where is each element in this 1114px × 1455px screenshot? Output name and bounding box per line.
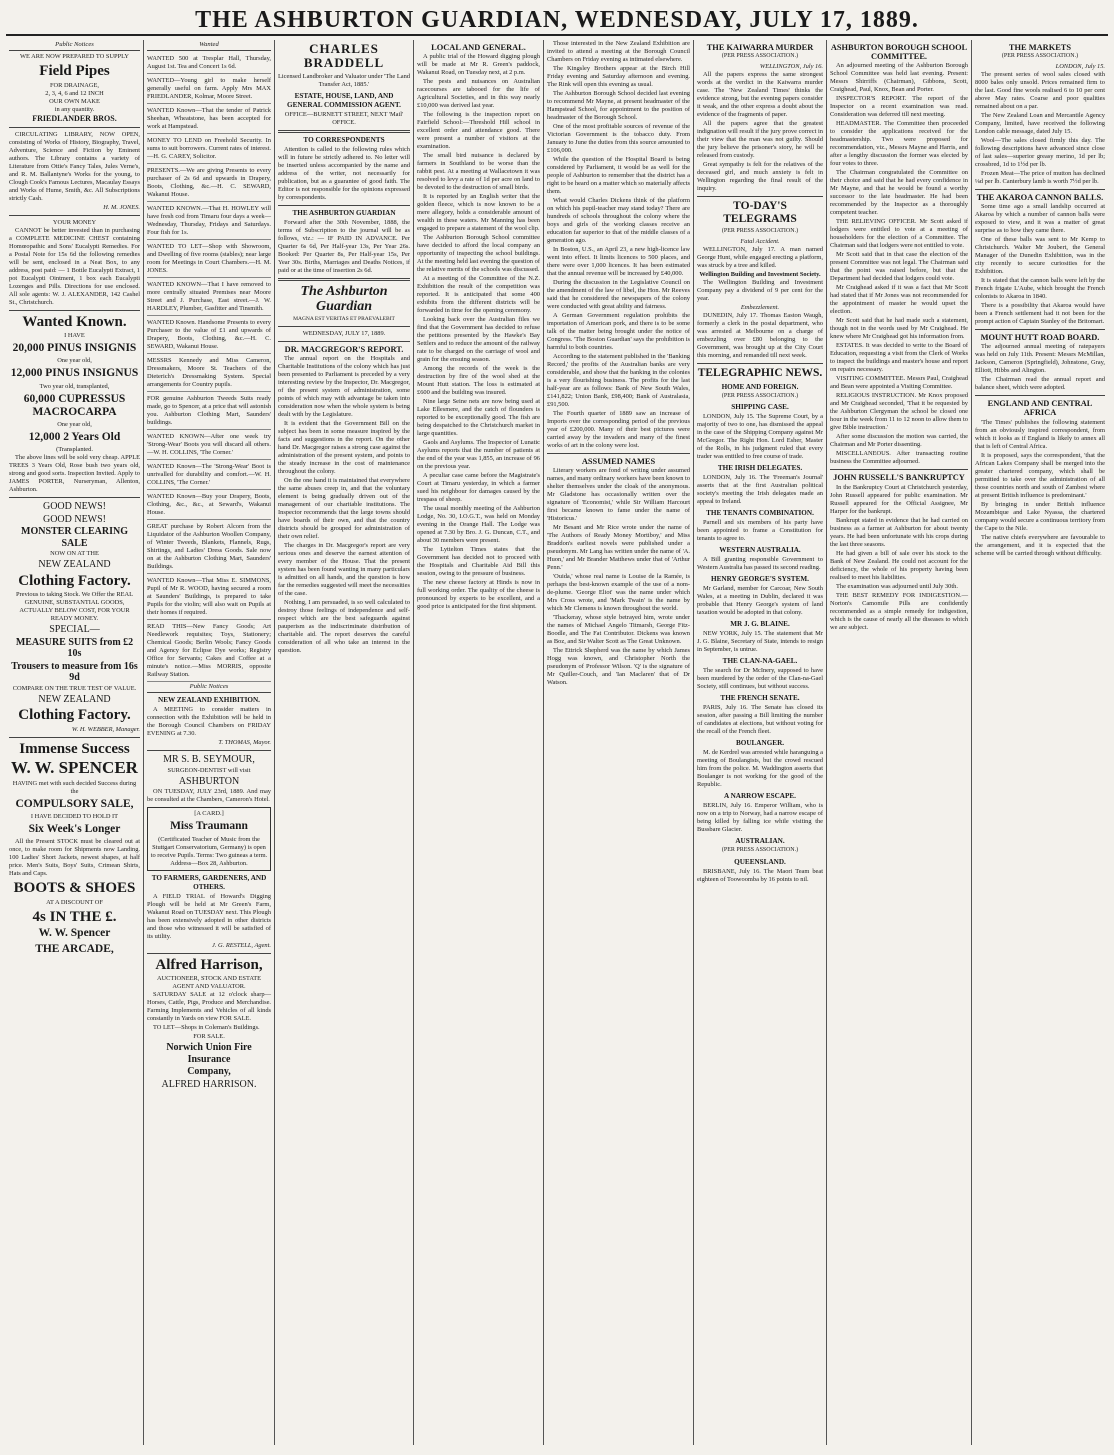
article-paragraph: One of these balls was sent to Mr Kemp to Christchurch. Walter Mr Joubert, the General Manager of the Dunedin Exhibition, was in the city recently to secure curiosities for the Exhibition. [975,235,1105,275]
article-paragraph: The Lyttelton Times states that the Government has decided not to proceed with the Hospitals and Charitable Aid Bill this session, owing to the pressure of business. [417,546,540,578]
ad-line: [A CARD.] [194,810,224,818]
ad-line: OUR OWN MAKE [49,97,100,105]
ad-signature: T. THOMAS, Mayor. [218,739,271,747]
article-paragraph: BRISBANE, July 16. The Maori Team beat eighteen of Toowoomba by 16 points to nil. [697,867,823,883]
notice-text: Forward after the 30th November, 1888, the terms of Subscription to the journal will be as follows, viz.: — IF PAID IN ADVANCE. Per Quarter 6s 6d, Per Half-year 13s, Per Year 26s. Booked: Per Quarter 8s, Per Half-year 15s, Per Year 30s. Births, Marriages and Deaths Notices, if paid or at the time of insertion 2s 6d. [278,218,410,274]
classified-ad [147,53,271,74]
article-paragraph: Bankrupt stated in evidence that he had carried on business as a farmer at Ashburton for about twenty years. He had been unfortunate with his crops during the last three seasons. [830,516,968,548]
divider [278,205,410,206]
column-1 [6,40,144,1445]
classified-ad [147,317,271,354]
ad-line: GOOD NEWS! [42,501,107,513]
article-title: THE AKAROA CANNON BALLS. [976,192,1104,202]
article-paragraph: According to the statement published in the 'Banking Record,' the profits of the Australian banks are very considerable, and show that the banking in the colonies is a very flourishing business. The profits for the last half-year are as follows: Bank of New South Wales, £141,822; Union Bank, £98,400; Bank of Australasia, £91,500. [547,353,690,408]
ad-intro: WE ARE NOW PREPARED TO SUPPLY [19,53,130,61]
article-subtitle: (PER PRESS ASSOCIATION.) [721,53,799,60]
ad-text: WANTED Known—The 'Strong-Wear' Boot is unrivalled for durability and comfort.—W. H. COLLINS, 'The Corner.' [147,463,271,487]
article-paragraph: By bringing in under British influence Mozambique and Lake Nyassa, the chartered company would secure a continuous territory from the Cape to the Nile. [975,500,1105,532]
ad-line: OFFICE—BURNETT STREET, NEXT 'Mail' OFFICE. [284,110,404,126]
ad-text: WANTED Known—Buy your Drapery, Boots, Clothing, &c., &c., at Seward's, Wakanui House. [147,493,271,517]
notice-text: Attention is called to the following rules which will in future be strictly adhered to. No letter will be inserted unless accompanied by the name and address of the writer, not necessarily for publication, but as a guarantee of good faith. The Editor is not responsible for the opinions expressed by correspondents. [278,145,410,201]
article-paragraph: It is evident that the Government Bill on the subject has been in some measure inspired by the facts and suggestions in the report. On the other hand Dr. Macgregor raises a strong case against the administration of the present system, and points to the steady increase in the cost of maintenance throughout the colony. [278,420,410,476]
article-paragraph: DUNEDIN, July 17. Thomas Easton Waugh, formerly a clerk in the postal department, who was arrested at Melbourne on a charge of embezzling over £80 belonging to the Government, was brought up at the City Court this morning, and remanded till next week. [697,311,823,359]
notice-heading: THE ASHBURTON GUARDIAN [292,208,396,217]
dateline: WELLINGTON, July 16. [759,62,823,70]
column-7 [827,40,972,1445]
divider [975,189,1105,190]
article-paragraph: The usual monthly meeting of the Ashburton Lodge, No. 30, I.O.G.T., was held on Monday evening in the Orange Hall. The Lodge was opened at 7.30 by Bro. J. G. Duncan, C.T., and about 30 members were present. [417,505,540,545]
classified-ad [147,621,271,682]
divider [547,453,690,454]
item-heading: HENRY GEORGE'S SYSTEM. [711,575,809,584]
ad-line: (Transplanted. [56,446,93,454]
column-4 [414,40,544,1445]
ad-line: Two year old, transplanted, [39,382,110,390]
article-paragraph: Gaols and Asylums. The Inspector of Lunatic Asylums reports that the number of patients at the end of the year was 1,855, an increase of 96 on the previous year. [417,439,540,471]
article-paragraph: Mr Scott said that he had made such a statement, though not in the words used by Mr Craighead. He knew where Mr Craighead got his information from. [830,317,968,341]
article-paragraph: After some discussion the motion was carried, the Chairman and Mr Porter dissenting. [830,433,968,449]
article-title: DR. MACGREGOR'S REPORT. [284,345,404,355]
ad-line: COMPARE ON THE TRUE TEST OF VALUE. [12,684,137,692]
divider [278,326,410,327]
item-heading: SHIPPING CASE. [731,403,789,412]
article-subtitle: (PER PRESS ASSOCIATION.) [721,392,799,399]
dateline: LONDON, July 15. [1055,62,1105,70]
article-paragraph: Parnell and six members of his party have been appointed to frame a Constitution for tenants to agree to. [697,519,823,543]
article-title: MOUNT HUTT ROAD BOARD. [980,332,1100,342]
article-paragraph: Looking back over the Australian files we find that the Government has decided to refuse the petitions presented by the Hawke's Bay Settlers and to reduce the amount of the railway rate to be charged on the carriage of wool and grain for the ensuing season. [417,316,540,364]
masthead-title: THE ASHBURTON GUARDIAN, WEDNESDAY, JULY 17, 1889. [195,6,919,33]
classified-ad [147,75,271,104]
ad-line: AT A DISCOUNT OF [46,898,103,906]
article-title: TELEGRAPHIC NEWS. [697,366,823,379]
ad-text: WANTED 500 at Tresplar Hall, Thursday, August 1st. Tea and Concert 1s 6d. [147,55,271,71]
article-paragraph: The Chairman congratulated the Committee on their choice and said that he had every confidence in Mr Mayne, and that he would be found a worthy successor to the late headmaster. He had been recommended by the Inspector as a thoroughly competent teacher. [830,169,968,217]
article-paragraph: A German Government regulation prohibits the importation of American pork, and there is to be some talk of the matter being brought under the notice of Congress. 'The Boston Guardian' says the prohibition is harmful to both countries. [547,312,690,351]
article-paragraph: NEW YORK, July 15. The statement that Mr J. G. Blaine, Secretary of State, intends to resign in September, is untrue. [697,630,823,654]
classified-ad [147,355,271,392]
article-paragraph: The New Zealand Loan and Mercantile Agency Company, limited, have received the following London cable message, dated July 15. [975,111,1105,135]
ad-text: ON TUESDAY, JULY 23rd, 1889. And may be consulted at the Chambers, Cameron's Hotel. [147,788,271,804]
ad-text: SATURDAY SALE at 12 o'clock sharp—Horses, Cattle, Pigs, Produce and Merchandise. Farming Implements and Vehicles of all kinds constantly in Yards on view FOR SALE. [147,991,271,1023]
article-paragraph: LONDON, July 15. The Supreme Court, by a majority of two to one, has dismissed the appeal in the case of the Shipping Company against Mr McGregor. The Right Hon. Lord Esher, Master of the Rolls, in his judgment ruled that every trader was entitled to free course of trade. [697,413,823,461]
article-paragraph: LONDON, July 16. The 'Freeman's Journal' asserts that at the first Australian political society's meeting the Irish delegates made an appeal to Ireland. [697,474,823,506]
ad-line: NOW ON AT THE [50,550,99,558]
ad-line: 20,000 PINUS INSIGNIS [12,342,137,355]
columns [6,40,1108,1445]
article-paragraph: The charges in Dr. Macgregor's report are very serious ones and deserve the earnest attention of every member of the House. That the present system has been found wanting in many particulars is admitted on all hands, and the question is how far the remedies suggested will meet the necessities of the case. [278,542,410,598]
divider [975,395,1105,396]
ad-text: WANTED Known—That the tender of Patrick Sheehan, Wheatstone, has been accepted for work at Hampstead. [147,107,271,131]
section-label: Wanted [147,41,271,51]
article-paragraph: Among the records of the week is the destruction by fire of the wool shed at the Mount Hutt station. The loss is estimated at £600 and the building was insured. [417,365,540,397]
divider [278,130,410,133]
ad-heading: Field Pipes [39,63,110,80]
ad-text: CIRCULATING LIBRARY, NOW OPEN, consisting of Works of History, Biography, Travel, Adventure, Science and Fiction by Eminent authors. The Library contains a variety of Literature from Ottie's Fancy Tales, Jules Verne's, and R. M. Ballantyne's Works for the young, to Clough Cook's Famous Lectures, Macaulay Essays and Works of Hume, Smith, &c. All Subscriptions strictly Cash. [9,130,140,202]
ad-text: FOR genuine Ashburton Tweeds Suits ready made, go to Spencer, at a price that will astonish you. Ashburton Clothing Mart, Saunders' buildings. [147,395,271,427]
ad-line: 12,000 2 Years Old [28,431,121,444]
ad-line: ESTATE, HOUSE, LAND, AND GENERAL COMMISSION AGENT. [287,91,401,109]
article-title: ENGLAND AND CENTRAL AFRICA [987,399,1093,418]
section-label: Public Notices [9,41,140,51]
item-heading: Fatal Accident. [740,237,780,245]
divider [830,469,968,470]
ad-line: NEW ZEALAND [38,693,111,705]
ad-heading: Clothing Factory. [18,572,131,589]
item-heading: THE TENANTS COMBINATION. [706,509,814,518]
article-paragraph: He had given a bill of sale over his stock to the Bank of New Zealand. He could not account for the deficiency, the whole of his property having been realised to meet his liabilities. [830,549,968,581]
ad-text: WANTED KNOWN—After one week try 'Strong-Wear' Boots you will discard all others.—W. H. COLLINS, 'The Corner.' [147,433,271,457]
classified-ad [147,279,271,316]
article-paragraph: A Bill granting responsible Government to Western Australia has passed its second reading. [697,556,823,572]
column-8 [972,40,1108,1445]
article-paragraph: The Ettrick Shepherd was the name by which James Hogg was known, and Christopher North the pseudonym of Professor Wilson. 'Q' is the signature of Mr Quiller-Couch, and 'Ian Maclaren' that of Dr Watson. [547,647,690,687]
article-paragraph: On the one hand it is maintained that everywhere the same abuses creep in, and that the voluntary element is being gradually driven out of the management of our charitable institutions. The Inspector recommends that the large towns should have boards of their own, and that the country districts should be grouped for administration of their own relief. [278,477,410,541]
ad-line: 12,000 PINUS INSIGNUS [10,367,139,380]
item-heading: Embezzlement. [740,303,780,311]
ad-heading: 4s IN THE £. [32,908,117,925]
item-heading: QUEENSLAND. [734,857,786,866]
divider [278,341,410,342]
article-paragraph: What would Charles Dickens think of the platform on which his pupil-teacher may stand today? There are hundreds of schools throughout the colony where the boys and girls of the working classes receive an education far superior to that of the middle classes of a generation ago. [547,197,690,244]
divider [9,215,140,216]
item-heading: BOULANGER. [735,739,785,748]
ad-signature: J. G. RESTELL, Agent. [212,941,271,949]
article-paragraph: The annual report on the Hospitals and Charitable Institutions of the colony which has just been presented to Parliament is preceded by a very interesting review by the Inspector, Dr. Macgregor, of the present system of administration, some points of which may with advantage be taken into consideration now when the whole system is being dealt with by the Legislature. [278,355,410,419]
article-title: TO-DAY'S TELEGRAMS [723,199,797,225]
ad-text: WANTED Known. Handsome Presents to every Purchaser to the value of £1 and upwards of Drapery, Boots, Clothing, &c.—H. C. SEWARD, Wakanui House. [147,319,271,351]
article-subtitle: (PER PRESS ASSOCIATION.) [721,847,799,854]
item-heading: MR J. G. BLAINE. [730,620,790,629]
ad-text: Licensed Landbroker and Valuator under 'The Land Transfer Act, 1885.' [278,72,410,88]
ad-heading: MR S. B. SEYMOUR, [163,754,255,766]
ad-line: MONSTER CLEARING SALE [21,526,128,549]
ad-line: Norwich Union Fire Insurance [166,1042,252,1065]
article-paragraph: M. de Kerdrel was arrested while haranguing a meeting of Boulangists, but the crowd rescued him from the police. M. Waddington asserts that Boulanger is not working for the good of the Republic. [697,749,823,789]
classified-ad [147,431,271,460]
article-paragraph: The following is the inspection report on Fairfield School:—Threshold Hill school in excellent order and attendance good. There were present a number of visitors at the examination. [417,111,540,151]
item-heading: Wellington Building and Investment Society. [699,270,821,278]
ad-text: WANTED Known—That Miss E. SIMMONS, Pupil of Mr R. WOOD, having secured a room at Saunders' Buildings, is prepared to take Pupils for the violin; will also wait on Pupils at their homes if required. [147,577,271,617]
classified-ad [147,521,271,574]
ad-line: W. W. Spencer [38,927,111,940]
ad-heading: Clothing Factory. [18,707,131,724]
article-paragraph: One of the most profitable sources of revenue of the Victorian Government is the tobacco duty. From January to June the duties from this source amounted to £106,000. [547,123,690,154]
ad-line: I HAVE [64,332,85,340]
article-paragraph: Mr Craighead asked if it was a fact that Mr Scott had stated that if Mr Jones was not recommended for the appointment of master he would upset the election. [830,284,968,316]
divider [9,127,140,128]
article-paragraph: It is stated that the cannon balls were left by the French frigate L'Aube, which brought the French colonists to Akaroa in 1840. [975,276,1105,300]
article-paragraph: In the Bankruptcy Court at Christchurch yesterday, John Russell appeared for public examination. Mr Russell appeared for the Official Assignee, Mr Harper for the bankrupt. [830,483,968,515]
ad-text: A MEETING to consider matters in connection with the Exhibition will be held in the Borough Council Chambers on FRIDAY EVENING at 7.30. [147,706,271,738]
article-paragraph: 'Ouida,' whose real name is Louise de la Ramée, is perhaps the best-known example of the use of a nom-de-plume. 'George Eliot' was the name under which Mrs Cross wrote, and 'Mark Twain' is the name by which Mr Clemens is known throughout the world. [547,573,690,613]
classified-ad [147,575,271,620]
ad-line: SPECIAL— [49,624,100,636]
item-heading: THE CLAN-NA-GAEL. [722,657,798,666]
ad-text: WANTED KNOWN.—That H. HOWLEY will have fresh cod from Timaru four days a week—Wednesday, Thursday, Fridays and Saturdays. Four fish for 1s. [147,205,271,237]
section-label: Public Notices [147,683,271,693]
ad-text: READ THIS—New Fancy Goods; Art Needlework requisites; Toys, Stationery; Chemical Goods; Berlin Wools; Fancy Goods and Agency for Eclipse Dye works; Registry Office for Servants; Cakes and Coffee at a minute's notice.—Miss MORRIS, opposite Railway Station. [147,623,271,679]
classified-ad [147,105,271,134]
ad-text: WANTED KNOWN—That I have removed to more centrally situated Premises near Moore Street and J. Purchase, East street.—J. W. HARDLEY, Plumber, Gasfitter and Tinsmith. [147,281,271,313]
article-paragraph: All the papers agree that the greatest indignation will result if the jury prove correct in their view that the man was not guilty. Should the jury believe the prisoner's story, he will be released from custody. [697,119,823,159]
ad-line: GOOD NEWS! [42,513,107,525]
ad-text: TO LET—Shops in Coleman's Buildings. [153,1024,260,1032]
divider [697,196,823,197]
article-title: ASSUMED NAMES [581,457,656,466]
article-title: LOCAL AND GENERAL. [431,43,526,52]
ad-line: HAVING met with such decided Success during the [12,780,137,796]
article-paragraph: The small bird nuisance is declared by farmers in Southland to be worse than the rabbit pest. At a meeting at Wallacetown it was resolved to levy a rate of 1d per acre on land to be devoted to the destruction of small birds. [417,152,540,192]
article-paragraph: The present series of wool sales closed with 8000 bales only unsold. Prices remained firm to the last. Good fine wools realised 6 to 10 per cent above May rates. Coarse and poor qualities remained about on a par. [975,70,1105,110]
article-paragraph: All the papers express the same strongest words at the verdict in the Kaiwarra murder case. The 'New Zealand Times' thinks the evidence strong, but the evening papers consider it weak, and the other express a doubt about the evidence of the fragments of paper. [697,70,823,118]
column-6 [694,40,827,1445]
article-paragraph: An adjourned meeting of the Ashburton Borough School Committee was held last evening. Present: Messrs Shirriffs (Chairman), Gibbons, Scott, Craighead, Paul, Knox, Bean and Porter. [830,62,968,94]
ad-line: COMPULSORY SALE, [15,798,134,811]
article-subtitle: (PER PRESS ASSOCIATION.) [1001,53,1079,60]
article-paragraph: A public trial of the Howard digging plough will be made at Mr R. Green's paddock, Wakanui Road, on Tuesday next, at 2 p.m. [417,53,540,77]
article-paragraph: A peculiar case came before the Magistrate's Court at Timaru yesterday, in which a farmer sued his neighbour for damages caused by the trespass of sheep. [417,472,540,504]
article-paragraph: INSPECTOR'S REPORT. The report of the Inspector on a recent examination was read. Consideration was deferred till next meeting. [830,95,968,119]
ad-text: The above lines will be sold very cheap. APPLE TREES 3 Years Old, Rose bush two years old, strong and good sorts. Inspection Invited. Apply to JAMES PORTER, Nurseryman, Allenton, Ashburton. [9,454,140,494]
article-paragraph: The Wellington Building and Investment Company pay a dividend of 9 per cent for the year. [697,278,823,302]
ad-line: FOR DRAINAGE, [50,81,99,89]
article-paragraph: The search for Dr McInery, supposed to have been murdered by the order of the Clan-na-Gael Society, still continues, but without success. [697,667,823,691]
ad-text: (Certificated Teacher of Music from the Stuttgart Conservatorium, Germany) is open to receive Pupils. Terms: Two guineas a term. Address—Box 28, Ashburton. [150,835,268,867]
article-paragraph: HEADMASTER. The Committee then proceeded to consider the applications received for the headmastership. Two were proposed for recommendation, viz., Messrs Mayne and Harris, and after a lengthy discussion the former was elected by four votes to three. [830,120,968,168]
ad-heading: Alfred Harrison, [155,956,263,973]
ad-heading: Immense Success [19,740,130,757]
ad-text: GREAT purchase by Robert Alcorn from the Liquidator of the Ashburton Woollen Company, of Winter Tweeds, Blankets, Flannels, Rugs, Shirtings, and Ladies' Dress Goods. Sale now on at the Ashburton Clothing Mart, Saunders' Buildings. [147,523,271,571]
ad-text: PRESENTS.—We are giving Presents to every purchaser of 2s 6d and upwards in Drapery, Boots, Clothing, &c.—H. C. SEWARD, Wakanui House. [147,167,271,199]
paper-title: The Ashburton Guardian [300,283,388,314]
article-paragraph: In Boston, U.S., an April 23, a new high-licence law went into effect. It limits licences to 500 places, and there were over 1,000 licences. It has been estimated that the annual revenue will be increased by £40,000. [547,246,690,277]
ad-heading: BOOTS & SHOES [13,880,136,897]
article-paragraph: There is a possibility that Akaroa would have been a French settlement had it not been for the prompt action of Captain Stanley of the Britomart. [975,301,1105,325]
article-paragraph: 'Thackeray, whose style betrayed him, wrote under the names of Michael Angelo Titmarsh, George Fitz-Boodle, and The Fat Contributor. Dickens was known as Boz, and Sir Walter Scott as The Great Unknown. [547,614,690,646]
ad-line: Trousers to measure from 16s 9d [11,660,138,684]
ad-signature: ALFRED HARRISON. [161,1078,257,1090]
article-paragraph: Some time ago a small landslip occurred at Akaroa by which a number of cannon balls were exposed to view, and it was a matter of great surprise as to how they came there. [975,202,1105,234]
article-paragraph: The Chairman read the annual report and balance sheet, which were adopted. [975,376,1105,392]
column-5 [544,40,694,1445]
article-paragraph: Literary workers are fond of writing under assumed names, and many ordinary workers have been known to shelter themselves under the cloak of the anonymous. Mr Gladstone has occasionally written over the signature of 'Economist,' while Sir William Harcourt first became known to fame under the name of 'Historicus.' [547,467,690,523]
divider [147,953,271,954]
ad-text: MONEY TO LEND on Freehold Security. In sums to suit borrowers. Current rates of interest.—H. G. CAREY, Solicitor. [147,137,271,161]
article-paragraph: During the discussion in the Legislative Council on the amendment of the law of libel, the Hon. Mr Reeves said that he considered the newspapers of the colony were conducted with great ability and fairness. [547,279,690,310]
ad-line: THE ARCADE, [35,942,114,955]
article-paragraph: The Ashburton Borough School decided last evening to recommend Mr Mayne, at present headmaster of the Hampstead School, for appointment to the position of headmaster of the Borough School. [547,90,690,121]
ad-heading: W. W. SPENCER [11,758,138,778]
article-paragraph: ESTATES. It was decided to write to the Board of Education, requesting a visit from the Clerk of Works to inspect the buildings and master's house and report on repairs necessary. [830,342,968,374]
item-heading: WESTERN AUSTRALIA. [719,546,801,555]
article-paragraph: VISITING COMMITTEE. Messrs Paul, Craighead and Bean were appointed a Visiting Committee. [830,375,968,391]
article-title: THE MARKETS [1008,43,1072,52]
issue-date: WEDNESDAY, JULY 17, 1889. [302,330,386,338]
classified-ad [147,165,271,202]
article-paragraph: At a meeting of the Committee of the N.Z. Exhibition the result of the competition was reported. It is anticipated that some 400 exhibits from the different districts will be forwarded in time for the opening ceremony. [417,275,540,315]
article-paragraph: Frozen Meat—The price of mutton has declined ⅛d per lb. Canterbury lamb is worth 7½d per lb. [975,169,1105,185]
article-paragraph: RELIGIOUS INSTRUCTION. Mr Knox proposed and Mr Craighead seconded, 'That it be requested by the Ashburton Clergyman the school be closed one hour in the week from 11 to 12 noon to allow them to give Bible instruction.' [830,392,968,432]
paper-motto: MAGNA EST VERITAS ET PRAEVALEBIT [293,316,395,323]
ad-line: One year old, [57,357,92,365]
article-title: THE KAIWARRA MURDER [706,43,814,52]
ad-text: A FIELD TRIAL of Howard's Digging Plough will be held at Mr Green's Farm, Wakanui Road on TUESDAY next. This Plough has been extensively adopted in other districts and those who witnessed it will be satisfied of its utility. [147,892,271,940]
article-paragraph: WELLINGTON, July 17. A man named George Hunt, while engaged erecting a platform, was struck by a tree and killed. [697,245,823,269]
divider [9,497,140,498]
ad-line: FOR SALE. [193,1033,225,1041]
classified-ad [147,491,271,520]
article-paragraph: The examination was adjourned until July 30th. [836,582,958,590]
ad-line: NEW ZEALAND [38,559,111,571]
article-paragraph: Mr Garland, member for Carcoar, New South Wales, at a meeting in Dublin, declared it was probable that Henry George's system of land taxation would be adopted in that colony. [697,585,823,617]
article-paragraph: It is proposed, says the correspondent, 'that the African Lakes Company shall be merged into the greater chartered company, which shall be permitted to take over the administration of all those countries north and south of Zambesi where at present British influence is predominant.' [975,451,1105,499]
article-paragraph: PARIS, July 16. The Senate has closed its session, after passing a Bill limiting the number of candidates at elections, but without voting for the recall of the French fleet. [697,704,823,736]
article-paragraph: Mr Scott said that in that case the election of the present Committee was not legal. The Chairman said that the point was raised before, but that the Department had decided that lodgers could vote. [830,251,968,283]
article-title: JOHN RUSSELL'S BANKRUPTCY [833,473,965,483]
item-heading: THE FRENCH SENATE. [720,694,800,703]
ad-signature: FRIEDLANDER BROS. [32,113,117,123]
classified-ad [147,135,271,164]
masthead [6,6,1108,36]
divider [9,737,140,738]
ad-text: CANNOT be better invested than in purchasing a COMPLETE MEDICINE CHEST containing Homœopathic and Sons' Eucalypti Remedies. For a Postal Note for 15s 6d the following remedies will be sent, enclosed in a Neat Box, to any address, post paid: — 1 Bottle Eucalypti Extract, 1 pot Eucalypti Ointment, 1 box each Eucalypti Lozenges and Pills. Directions for use enclosed. All sole agents: W. J. ALEXANDER, 142 Cashel St., Christchurch. [9,226,140,306]
article-paragraph: Wool—The sales closed firmly this day. The following descriptions have advanced since close of last sales—superior greasy merino, 1d per lb; crossbred, 1d to 1½d per lb. [975,136,1105,168]
ad-text: MESSRS Kennedy and Miss Cameron, Dressmakers, Moore St. Teachers of the Dieterich's Dressmaking System. Special arrangements for Country pupils. [147,357,271,389]
article-paragraph: The native chiefs everywhere are favourable to the arrangement, and it is expected that the scheme will be carried through without difficulty. [975,533,1105,557]
article-paragraph: It is reported by an English writer that the golden fleece, which is now known to be a mere allegory, holds a considerable amount of wealth in these waters. Mr Manning has been engaged to prepare a statement of the wool clip. [417,193,540,233]
ad-heading: Wanted Known. [22,313,127,330]
article-paragraph: Great sympathy is felt for the relatives of the deceased girl, and much anxiety is felt in Wellington regarding the final result of the inquiry. [697,160,823,192]
ad-line: Company, [187,1066,231,1078]
article-paragraph: The adjourned annual meeting of ratepayers was held on July 11th. Present: Messrs McMillan, Jackson, Cameron (Springfield), Johnstone, Gray, Elliott, Hibbs and Alington. [975,343,1105,375]
ad-line: 2, 3, 4, 6 and 12 INCH [45,89,104,97]
column-2 [144,40,275,1445]
article-paragraph: THE RELIEVING OFFICER. Mr Scott asked if lodgers were entitled to vote at a meeting of householders for the election of a Committee. The Chairman said that lodgers were not entitled to vote. [830,218,968,250]
article-paragraph: While the question of the Hospital Board is being considered by Parliament, it would be as well for the people of Ashburton to remember that the district has a right to be heard on a matter which so materially affects them. [547,156,690,195]
ad-heading: NEW ZEALAND EXHIBITION. [158,696,260,705]
ad-signature: H. M. JONES. [103,203,140,211]
classified-ad [147,461,271,490]
ad-line: in any quantity. [54,105,95,113]
ad-line: SURGEON-DENTIST will visit [167,766,251,774]
article-paragraph: MISCELLANEOUS. After transacting routine business the Committee adjourned. [830,450,968,466]
article-paragraph: The Fourth quarter of 1889 saw an increase of Imports over the corresponding period of the previous year of £200,000. Many of their best pictures were carried away by the invaders and many of the finest works of art in the colony were lost. [547,410,690,449]
article-paragraph: The new cheese factory at Hinds is now in full working order. The quality of the cheese is pronounced by experts to be excellent, and a good price is anticipated for the first shipment. [417,579,540,611]
article-paragraph: Those interested in the New Zealand Exhibition are invited to attend a meeting at the Borough Council Chambers on Friday evening as intimated elsewhere. [547,40,690,63]
article-paragraph: BERLIN, July 16. Emperor William, who is now on a trip to Norway, had a narrow escape of being killed by falling ice while visiting the Bussbare Glacier. [697,802,823,834]
article-subtitle: HOME AND FOREIGN. [721,382,799,391]
article-paragraph: The Ashburton Borough School committee have decided to afford the local company an opportunity of inspecting the school buildings. At the meeting held last evening the question of the relative merits of the schools was discussed. [417,234,540,274]
classified-ad [147,241,271,278]
item-heading: AUSTRALIAN. [735,837,785,846]
ad-line: One year old, [57,421,92,429]
divider [278,278,410,281]
ad-line: I HAVE DECIDED TO HOLD IT [30,813,119,821]
ad-line: MEASURE SUITS from £2 10s [15,636,134,660]
article-paragraph: The pests and nuisances on Australian racecourses are tabooed for the life of Agricultural Societies, and in this way nearly £10,000 was derived last year. [417,78,540,110]
ad-text: WANTED—Young girl to make herself generally useful on farm. Apply Mrs MAX FRIEDLANDER, Kolmar, Moore Street. [147,77,271,101]
notice-heading: TO CORRESPONDENTS [303,135,385,144]
ad-heading: TO FARMERS, GARDENERS, AND OTHERS. [151,873,267,891]
classified-ad [147,203,271,240]
ad-heading: Miss Traumann [170,820,248,833]
ad-line: AUCTIONEER, STOCK AND ESTATE AGENT AND VALUATOR. [156,975,262,991]
article-paragraph: Nothing, I am persuaded, is so well calculated to destroy those feelings of independence and self-respect which are the best safeguards against pauperism as the indiscriminate distribution of charitable aid. The report deserves the careful consideration of all who take an interest in the question. [278,599,410,655]
item-heading: THE IRISH DELEGATES. [717,464,803,473]
divider [975,329,1105,330]
divider [9,310,140,311]
ad-heading: CHARLES BRADDELL [303,41,385,71]
ad-text: All the Present STOCK must be cleared out at once, to make room for Shipments now Landing. 100 Ladies' Short Jackets, newest shapes, at half price. Men's Suits, Boys' Suits, Crimean Shirts, Hats and Caps. [9,838,140,878]
classified-ad [147,393,271,430]
divider [697,363,823,364]
column-3 [275,40,414,1445]
article-paragraph: The Kingsley Brothers appear at the Birch Hill Friday evening and Saturday afternoon and evening. The Rink will open this evening as usual. [547,65,690,88]
card-box [147,807,271,870]
article-paragraph: Nine large Seine nets are now being used at Lake Ellesmere, and the catch of flounders is reported to be exceptionally good. The fish are being despatched to the Christchurch market in large quantities. [417,398,540,438]
article-paragraph: Mr Besant and Mr Rice wrote under the name of 'The Authors of Ready Money Mortiboy,' and Miss Braddon's earliest novels were published under a pseudonym. Mr Lang has written under the name of 'A. Huon,' and Mr Brander Matthews under that of 'Arthur Penn.' [547,524,690,572]
article-subtitle: (PER PRESS ASSOCIATION.) [721,228,799,235]
ad-text: Previous to taking Stock. We Offer the REAL GENUINE, SUBSTANTIAL GOODS, ACTUALLY BELOW COST, FOR YOUR READY MONEY. [15,591,134,623]
ad-line: Six Week's Longer [28,823,121,836]
ad-heading: YOUR MONEY [52,218,97,226]
divider [147,750,271,751]
ad-text: WANTED TO LET—Shop with Showroom, and Dwelling of five rooms (stables); near large room for Meetings in Court Chambers.—H. M. JONES. [147,243,271,275]
article-paragraph: THE BEST REMEDY FOR INDIGESTION.—Norton's Camomile Pills are confidently recommended as a simple remedy for indigestion, which is the cause of nearly all the diseases to which we are subject. [830,591,968,631]
article-paragraph: 'The Times' publishes the following statement from an obviously inspired correspondent, from which it looks as if England is likely to annex all that is left of Central Africa. [975,418,1105,450]
ad-signature: W. H. WEBBER, Manager. [71,725,140,733]
ad-line: ASHBURTON [178,775,240,787]
article-title: ASHBURTON BOROUGH SCHOOL COMMITTEE. [830,43,968,62]
item-heading: A NARROW ESCAPE. [724,792,796,801]
ad-line: 60,000 CUPRESSUS MACROCARPA [23,392,126,418]
